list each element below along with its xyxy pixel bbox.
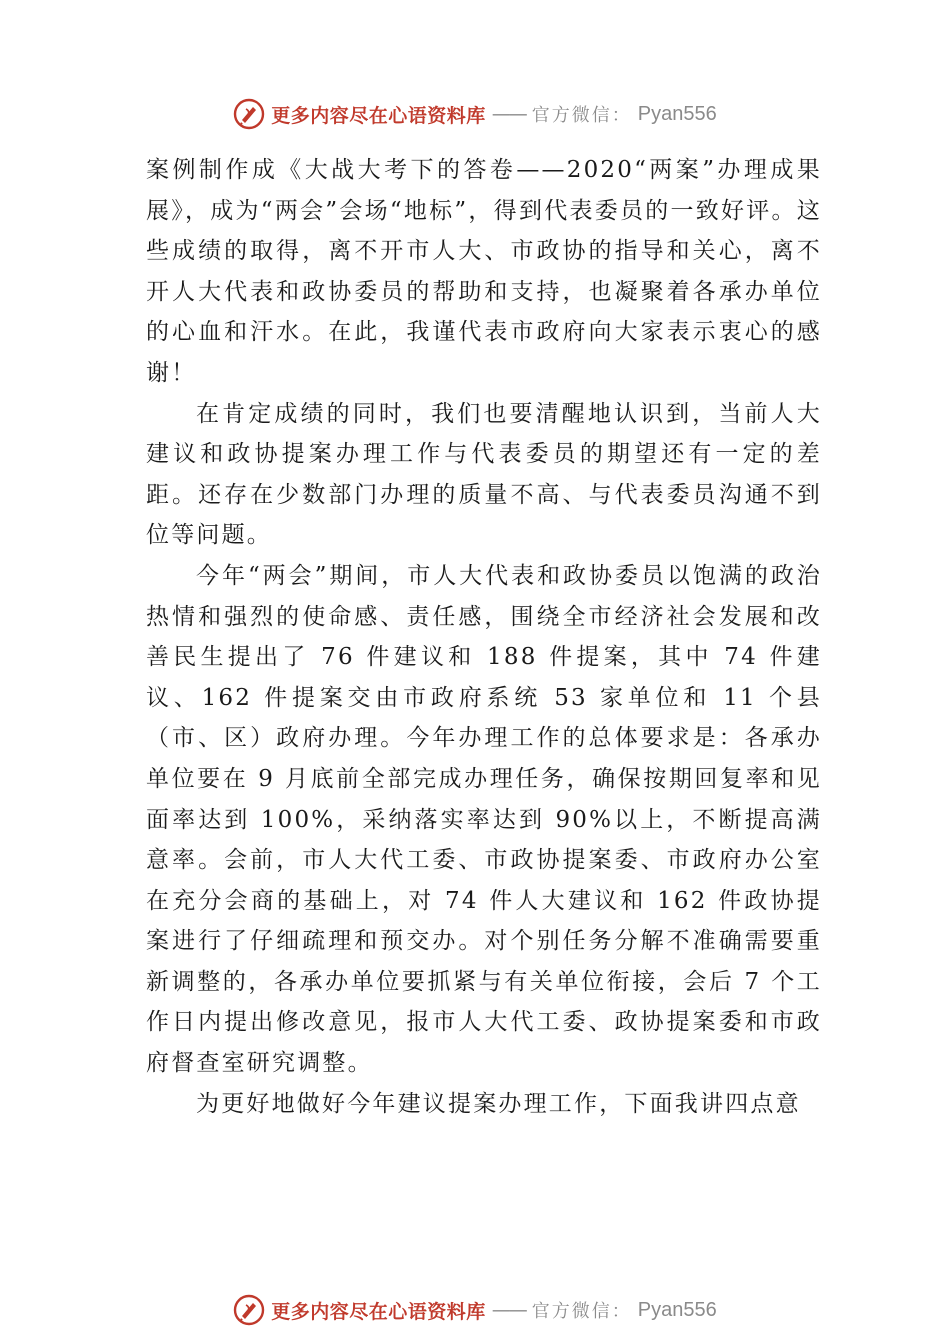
document-body — [146, 150, 822, 1124]
footer-banner — [0, 1290, 950, 1330]
brand-logo-icon — [233, 1294, 265, 1326]
paragraph-3: 今年“两会”期间，市人大代表和政协委员以饱满的政治热情和强烈的使命感、责任感，围绕全市经济社会发展和改善民生提出了 76 件建议和 188 件提案，其中 74 件建议、162 件提案交由市政府系统 53 家单位和 11 个县（市、区）政府办理。今年办理工作的总体要求是：各承办单位要在 9 月底前全部完成办理任务，确保按期回复率和见面率达到 100%，采纳落实率达到 90%以上，不断提高满意率。会前，市人大代工委、市政协提案委、市政府办公室在充分会商的基础上，对 74 件人大建议和 162 件政协提案进行了仔细疏理和预交办。对个别任务分解不准确需要重新调整的，各承办单位要抓紧与有关单位衔接，会后 7 个工作日内提出修改意见，报市人大代工委、政协提案委和市政府督查室研究调整。 — [146, 562, 822, 1077]
paragraph-2: 在肯定成绩的同时，我们也要清醒地认识到，当前人大建议和政协提案办理工作与代表委员的期望还有一定的差距。还存在少数部门办理的质量不高、与代表委员沟通不到位等问题。 — [146, 400, 822, 549]
header-wechat-id: Pyan556 — [637, 102, 717, 125]
header-brand-text: 更多内容尽在心语资料库 — [271, 104, 486, 127]
brand-logo-icon — [233, 98, 265, 130]
paragraph-4: 为更好地做好今年建议提案办理工作，下面我讲四点意 — [196, 1090, 801, 1117]
paragraph-1: 案例制作成《大战大考下的答卷——2020“两案”办理成果展》，成为“两会”会场“地标”，得到代表委员的一致好评。这些成绩的取得，离不开市人大、市政协的指导和关心，离不开人大代表和政协委员的帮助和支持，也凝聚着各承办单位的心血和汗水。在此，我谨代表市政府向大家表示衷心的感谢！ — [146, 157, 822, 386]
header-wechat-label: 官方微信： — [531, 105, 632, 126]
footer-wechat-id: Pyan556 — [637, 1298, 717, 1321]
footer-dash: —— — [491, 1299, 526, 1321]
header-banner — [0, 94, 950, 134]
footer-wechat-label: 官方微信： — [531, 1301, 632, 1322]
footer-brand-text: 更多内容尽在心语资料库 — [271, 1300, 486, 1323]
header-dash: —— — [491, 103, 526, 125]
